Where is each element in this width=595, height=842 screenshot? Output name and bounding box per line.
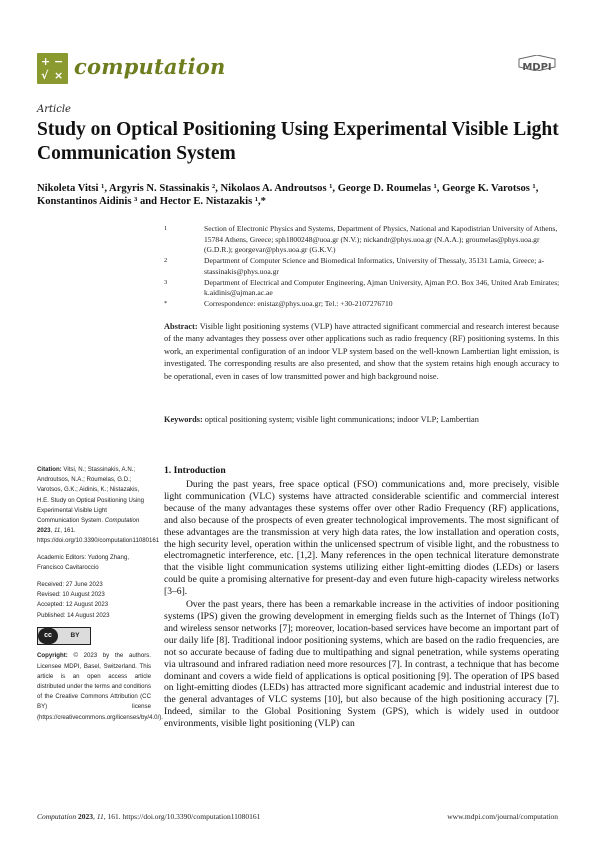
citation-volume: 11 xyxy=(53,527,61,535)
body-text xyxy=(164,479,559,731)
copyright-text: © 2023 by the authors. Licensee MDPI, Basel, Switzerland. This article is an open access article distributed under the terms and conditions of the Creative Commons Attribution (CC BY) license (https://creativecommons.org/licenses/by/4.0/). xyxy=(37,652,163,721)
affiliation-item xyxy=(164,224,564,256)
accepted-date: Accepted: 12 August 2023 xyxy=(37,601,109,609)
affiliation-marker: 1 xyxy=(164,225,168,232)
footer-website-link[interactable]: www.mdpi.com/journal/computation xyxy=(447,812,558,821)
received-date: Received: 27 June 2023 xyxy=(37,581,103,589)
published-date: Published: 14 August 2023 xyxy=(37,611,110,619)
cc-icon: cc xyxy=(38,628,58,644)
abstract xyxy=(164,321,559,383)
affiliation-marker: * xyxy=(164,299,168,307)
affiliation-marker: 2 xyxy=(164,257,168,265)
journal-name: computation xyxy=(74,54,226,79)
footer-doi[interactable]: , 161. https://doi.org/10.3390/computation11080161 xyxy=(103,812,261,821)
affiliation-text: Section of Electronic Physics and Systems, Department of Physics, National and Kapodistrian University of Athens, 15784 Athens, Greece; sph1800248@uoa.gr (N.V.); nickandr@phys.uoa.gr (N.A.A.); groumelas@phys.uoa.gr (G.D.R.); georgevar@phys.uoa.gr (G.K.V.) xyxy=(204,224,558,255)
article-type: Article xyxy=(37,104,71,115)
footer-year: 2023 xyxy=(78,812,94,821)
author-list xyxy=(37,182,577,208)
author-line: Nikoleta Vitsi ¹, Argyris N. Stassinakis ², Nikolaos A. Androutsos ¹, George D. Roumelas ¹, George K. Varotsos ¹, xyxy=(37,183,539,194)
by-icon: BY xyxy=(70,632,80,640)
affiliation-marker: 3 xyxy=(164,278,168,286)
footer-citation: Computation 2023, 11, 161. https://doi.org/10.3390/computation11080161 xyxy=(37,812,261,821)
mdpi-logo xyxy=(517,55,557,73)
sidebar xyxy=(37,465,163,729)
mdpi-logo-text: MDPI xyxy=(522,62,552,73)
academic-editors: Academic Editors: Yudong Zhang, Francisco Cavitaroccio xyxy=(37,554,130,572)
citation-text: Vitsi, N.; Stassinakis, A.N.; Androutsos, N.A.; Roumelas, G.D.; Varotsos, G.K.; Aidinis, K.; Nistazakis, H.E. Study on Optical Positioning Using Experimental Visible Light Communication System. xyxy=(37,466,145,525)
affiliation-item xyxy=(164,278,564,299)
paper-title: Study on Optical Positioning Using Experimental Visible Light Communication System xyxy=(37,119,559,164)
citation-doi[interactable]: , 161. https://doi.org/10.3390/computation11080161 xyxy=(37,527,160,545)
citation-journal: Computation xyxy=(104,517,140,525)
citation-year: 2023 xyxy=(37,527,51,535)
copyright-label: Copyright: xyxy=(37,652,68,660)
footer-volume: 11 xyxy=(96,812,104,821)
keywords-label: Keywords: xyxy=(164,415,203,424)
paragraph: During the past years, free space optical (FSO) communications and, more precisely, visible light communication (VLC) systems have attracted considerable scientific and commercial interest because of the many advantages these systems offer over other Radio Frequency (RF) applications, and also because of the prospects of even greater technological improvements. The most significant of these advantages are the transmission at very high data rates, the low installation and operation costs, the high security level, operation within the unlicensed spectrum of visible light, and the robustness to electromagnetic interference, etc. [1,2]. Many references in the open technical literature demonstrate that the visible light communication systems utilizing either light-emitting diodes (LEDs) or lasers could be quite a promising alternative for present-day and even future high-capacity wireless networks [3–6]. xyxy=(164,479,559,598)
cc-by-license-icon[interactable] xyxy=(37,627,91,645)
footer-journal: Computation xyxy=(37,812,77,821)
affiliation-text: Department of Computer Science and Biomedical Informatics, University of Thessaly, 35131 Lamia, Greece; a-stassinakis@phys.uoa.gr xyxy=(204,256,545,276)
keywords xyxy=(164,414,559,426)
abstract-text: Visible light positioning systems (VLP) have attracted significant commercial and research interest because of the many advantages they possess over other applications such as radio frequency (RF) positioning systems. In this work, an experimental configuration of an indoor VLP system based on the well-known Lambertian light emission, is investigated. The corresponding results are also presented, and show that the system retains high enough accuracy to be operational, even in cases of low transmitted power and high background noise. xyxy=(164,322,559,381)
keywords-text: optical positioning system; visible light communications; indoor VLP; Lambertian xyxy=(204,415,479,424)
copyright-block xyxy=(37,651,163,722)
author-line: Konstantinos Aidinis ³ and Hector E. Nistazakis ¹,* xyxy=(37,196,266,207)
affiliation-item xyxy=(164,256,564,277)
revised-date: Revised: 10 August 2023 xyxy=(37,591,105,599)
citation-label: Citation: xyxy=(37,466,62,473)
journal-logo-icon: + − √ × xyxy=(37,53,68,84)
affiliation-text: Correspondence: enistaz@phys.uoa.gr; Tel.: +30-2107276710 xyxy=(204,298,393,308)
citation-block: Citation: Vitsi, N.; Stassinakis, A.N.; Androutsos, N.A.; Roumelas, G.D.; Varotsos, G.K.; Aidinis, K.; Nistazakis, H.E. Study on Optical Positioning Using Experimental Visible Light Communication System. Computation 2023, 11, 161. https://doi.org/10.3390/computation11080161 xyxy=(37,466,160,545)
paragraph: Over the past years, there has been a remarkable increase in the activities of indoor positioning systems (IPS) given the growing development in emerging fields such as the Internet of Things (IoT) and wireless sensor networks [7]; moreover, location-based services have become an important part of our daily life [8]. Traditional indoor positioning systems, which are based on the radio frequencies, are not so accurate because of fading due to multipathing and signal penetration, while systems operating via ultrasound and infrared radiation need more resources [7]. In contrast, a technique that has become dominant and covers a wide field of applications is optical positioning [9]. The operation of IPS based on light-emitting diodes (LEDs) has attracted more significant academic and industrial interest due to the general advantages of VLC systems [10], but also because of the high positioning accuracy [7]. Indeed, similar to the Global Positioning System (GPS), which is widely used in outdoor environments, visible light positioning (VLP) can xyxy=(164,599,559,730)
abstract-label: Abstract: xyxy=(164,322,198,331)
affiliation-item xyxy=(164,299,564,310)
affiliations xyxy=(164,224,564,310)
dates-block xyxy=(37,580,151,621)
affiliation-text: Department of Electrical and Computer Engineering, Ajman University, Ajman P.O. Box 346, United Arab Emirates; k.aidinis@ajman.ac.ae xyxy=(204,277,560,298)
section-heading: 1. Introduction xyxy=(164,465,226,476)
